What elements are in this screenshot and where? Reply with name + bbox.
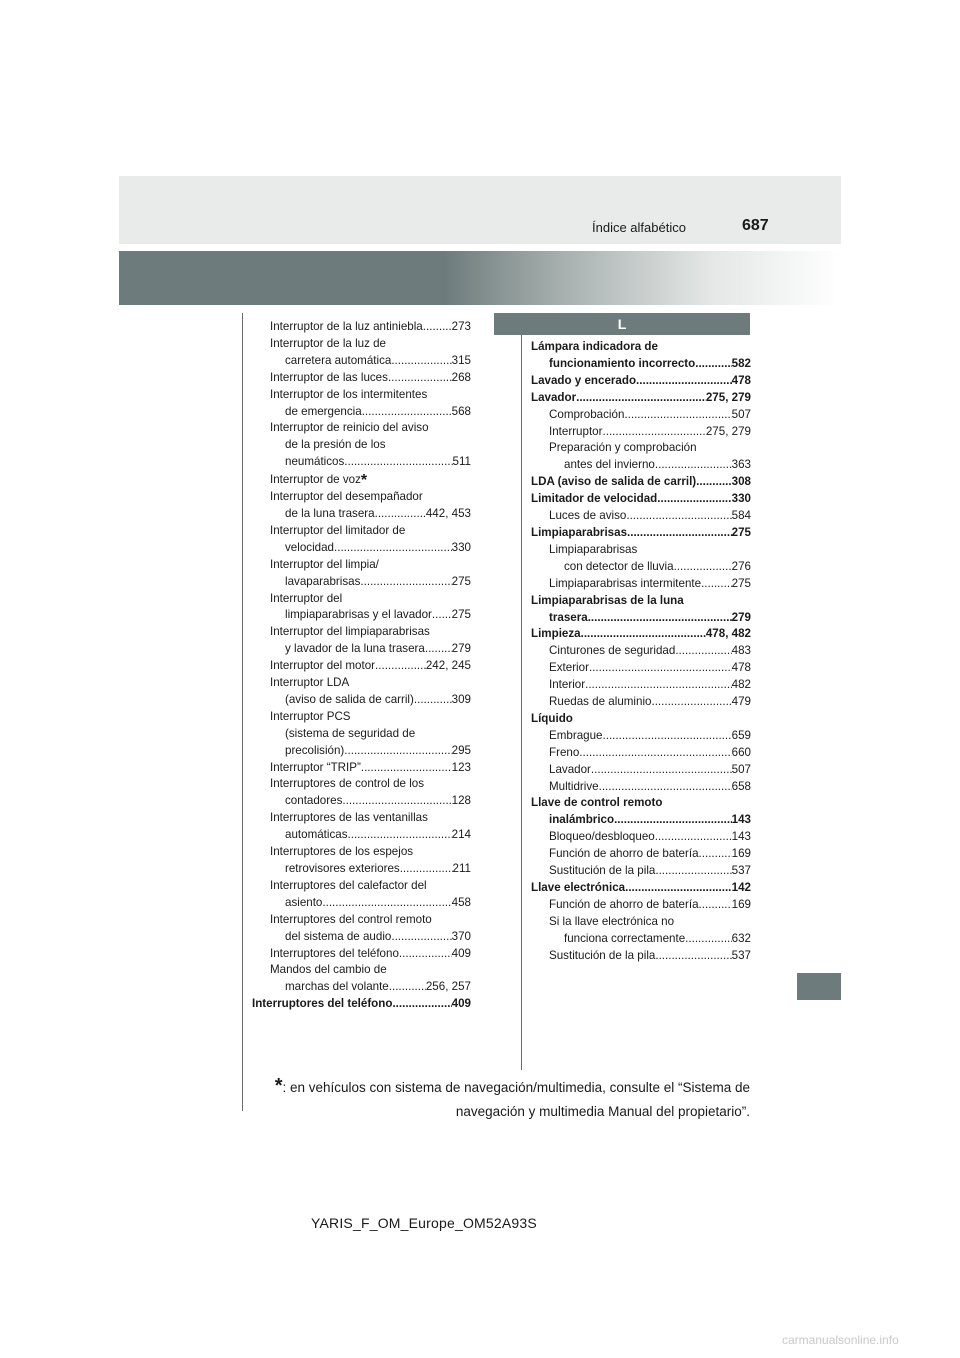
index-entry-line: [252, 540, 471, 557]
index-entry-text: Interruptores del calefactor del: [270, 878, 427, 892]
index-entry-line: [252, 878, 471, 895]
index-entry-line: [252, 726, 471, 743]
index-entry-text: Interruptor de las luces: [270, 370, 388, 384]
dot-leader: [651, 694, 731, 711]
index-page-ref: 370: [451, 929, 471, 943]
index-entry-text: Freno: [549, 745, 580, 759]
index-page-ref: 409: [451, 946, 471, 960]
dot-leader: [655, 457, 732, 474]
index-entry-text: Líquido: [531, 711, 573, 725]
index-entry-line: [252, 336, 471, 353]
index-entry-line: [252, 624, 471, 641]
index-page-ref: 279: [451, 642, 471, 656]
index-entry-line: [252, 574, 471, 591]
index-entry-line: [252, 996, 471, 1013]
index-entry-line: [252, 506, 471, 523]
index-page-ref: 275: [451, 608, 471, 622]
dot-leader: [685, 931, 731, 948]
index-entry-line: [531, 812, 751, 829]
index-entry-text: Lámpara indicadora de: [531, 340, 658, 353]
dot-leader: [375, 506, 426, 523]
index-entry-line: [531, 660, 751, 677]
index-entry-text: carretera automática: [285, 353, 392, 367]
dot-leader: [627, 525, 732, 542]
index-entry-line: [531, 559, 751, 576]
dot-leader: [589, 660, 732, 677]
index-entry-line: [531, 728, 751, 745]
index-entry-text: marchas del volante: [285, 980, 389, 994]
index-entry-line: [531, 525, 751, 542]
index-entry-text: de emergencia: [285, 404, 362, 418]
index-entry-text: Lavador: [549, 762, 591, 776]
index-entry-text: con detector de lluvia: [564, 559, 674, 573]
index-entry-text: Exterior: [549, 661, 589, 675]
index-entry-line: [531, 576, 751, 593]
index-entry-line: [252, 420, 471, 437]
index-entry-text: Embrague: [549, 728, 603, 742]
center-column-rule: [521, 330, 522, 1070]
index-entry-line: [531, 711, 751, 728]
footnote-marker: *: [274, 1075, 283, 1097]
dot-leader: [674, 559, 732, 576]
dot-leader: [625, 880, 732, 897]
index-page-ref: 584: [731, 509, 751, 523]
index-entry-line: [252, 793, 471, 810]
index-entry-text: Interruptor: [549, 424, 603, 438]
index-entry-line: [252, 929, 471, 946]
index-entry-line: [252, 437, 471, 454]
index-page-ref: 275, 279: [705, 390, 751, 404]
index-entry-line: [531, 931, 751, 948]
index-entry-line: [252, 370, 471, 387]
index-entry-line: [252, 776, 471, 793]
index-entry-text: Interruptor de reinicio del aviso: [270, 421, 429, 435]
index-entry-line: [531, 677, 751, 694]
watermark: carmanualsonline.info: [782, 1333, 899, 1347]
index-entry-text: Interruptor de la luz de: [270, 336, 387, 350]
index-entry-line: [531, 508, 751, 525]
index-entry-text: Interruptor PCS: [270, 709, 351, 723]
index-entry-line: [531, 390, 751, 407]
index-entry-text: Lavado y encerado: [531, 373, 637, 387]
index-entry-text: de la presión de los: [285, 438, 386, 452]
index-entry-line: [252, 979, 471, 996]
index-page-ref: 478, 482: [705, 627, 751, 641]
dot-leader: [360, 574, 451, 591]
index-page-ref: 256, 257: [425, 980, 471, 994]
index-page-ref: 363: [731, 458, 751, 472]
index-entry-text: Multidrive: [549, 779, 599, 793]
index-entry-text: Interior: [549, 678, 586, 692]
index-page-ref: 660: [731, 745, 751, 759]
index-entry-line: [531, 846, 751, 863]
index-entry-text: Función de ahorro de batería: [549, 847, 699, 861]
index-entry-text: Interruptor de la luz antiniebla: [270, 320, 423, 333]
footnote-star-marker: *: [360, 472, 368, 490]
index-entry-line: [531, 373, 751, 390]
index-page-ref: 483: [731, 644, 751, 658]
index-entry-text: Limpiaparabrisas intermitente: [549, 576, 702, 590]
index-entry-line: [252, 844, 471, 861]
index-page-ref: 511: [452, 455, 471, 469]
index-entry-text: Interruptores del control remoto: [270, 912, 432, 926]
index-page-ref: 143: [731, 830, 751, 844]
index-entry-text: Interruptor del: [270, 591, 343, 605]
index-page-ref: 478: [731, 661, 751, 675]
index-entry-text: Ruedas de aluminio: [549, 695, 652, 709]
dot-leader: [636, 373, 732, 390]
dot-leader: [655, 948, 731, 965]
index-entry-text: Mandos del cambio de: [270, 963, 387, 977]
dot-leader: [342, 793, 451, 810]
index-entry-text: y lavador de la luna trasera: [285, 642, 425, 656]
index-entry-line: [531, 948, 751, 965]
dot-leader: [591, 762, 732, 779]
left-column-rule: [242, 313, 243, 1111]
index-entry-line: [252, 962, 471, 979]
index-entry-line: [252, 387, 471, 404]
dot-leader: [334, 540, 452, 557]
index-entry-line: [531, 440, 751, 457]
dot-leader: [344, 454, 452, 471]
dot-leader: [391, 353, 451, 370]
index-column-left: [252, 319, 471, 1013]
index-entry-text: Limpiaparabrisas de la luna: [531, 593, 684, 607]
manual-code: YARIS_F_OM_Europe_OM52A93S: [311, 1215, 537, 1231]
index-page-ref: 273: [451, 320, 471, 333]
index-entry-line: [252, 557, 471, 574]
index-page-ref: 659: [731, 728, 751, 742]
dot-leader: [375, 658, 426, 675]
index-entry-text: Limpieza: [531, 627, 581, 641]
index-entry-text: (aviso de salida de carril): [285, 692, 414, 706]
index-page-ref: 308: [731, 475, 751, 489]
index-page-ref: 275: [731, 576, 751, 590]
index-entry-text: contadores: [285, 794, 343, 808]
index-entry-line: [531, 491, 751, 508]
index-entry-text: lavaparabrisas: [285, 574, 361, 588]
index-entry-line: [252, 912, 471, 929]
index-page-ref: 279: [731, 610, 751, 624]
index-page-ref: 309: [451, 692, 471, 706]
index-entry-line: [252, 471, 471, 489]
index-entry-text: Llave electrónica: [531, 881, 626, 894]
dot-leader: [392, 996, 451, 1013]
index-entry-text: funcionamiento incorrecto: [549, 356, 696, 370]
index-entry-text: Lavador: [531, 390, 577, 404]
index-entry-text: Función de ahorro de batería: [549, 897, 699, 911]
dot-leader: [626, 508, 731, 525]
dot-leader: [585, 677, 732, 694]
index-page-ref: 295: [451, 743, 471, 757]
index-entry-line: [531, 356, 751, 373]
dot-leader: [657, 491, 731, 508]
index-entry-text: Luces de aviso: [549, 509, 627, 523]
index-entry-line: [252, 319, 471, 336]
index-entry-text: funciona correctamente: [564, 931, 686, 945]
index-entry-line: [252, 641, 471, 658]
dot-leader: [655, 829, 732, 846]
index-entry-text: Limitador de velocidad: [531, 492, 658, 506]
index-entry-text: Sustitución de la pila: [549, 948, 656, 962]
index-entry-text: Interruptor LDA: [270, 676, 350, 690]
index-entry-line: [252, 861, 471, 878]
index-page-ref: 658: [731, 779, 751, 793]
index-entry-text: Interruptores de control de los: [270, 777, 425, 791]
index-entry-line: [252, 827, 471, 844]
index-page-ref: 458: [451, 895, 471, 909]
index-entry-text: Limpiaparabrisas: [549, 542, 638, 556]
dot-leader: [389, 979, 426, 996]
index-entry-text: antes del invierno: [564, 458, 655, 472]
index-entry-text: trasera: [549, 610, 588, 624]
index-entry-line: [531, 474, 751, 491]
index-page-ref: 211: [452, 862, 471, 875]
dot-leader: [581, 626, 706, 643]
index-entry-line: [531, 863, 751, 880]
index-entry-text: limpiaparabrisas y el lavador: [285, 608, 432, 622]
index-entry-line: [252, 607, 471, 624]
index-entry-line: [531, 694, 751, 711]
index-entry-line: [531, 339, 751, 356]
index-entry-text: retrovisores exteriores: [285, 862, 400, 875]
index-entry-text: (sistema de seguridad de: [285, 726, 416, 740]
index-entry-line: [531, 424, 751, 441]
index-entry-text: Interruptor del limpiaparabrisas: [270, 625, 430, 639]
index-entry-line: [252, 946, 471, 963]
index-entry-text: Cinturones de seguridad: [549, 644, 676, 658]
index-entry-text: Interruptores del teléfono: [270, 946, 399, 960]
index-entry-line: [252, 523, 471, 540]
index-entry-line: [252, 743, 471, 760]
index-page-ref: 442, 453: [425, 506, 471, 520]
index-entry-text: Interruptores del teléfono: [252, 997, 393, 1011]
index-entry-line: [531, 593, 751, 610]
index-entry-line: [531, 542, 751, 559]
dot-leader: [348, 827, 452, 844]
index-entry-line: [531, 795, 751, 812]
index-entry-text: Interruptor del desempañador: [270, 490, 423, 504]
index-entry-line: [252, 404, 471, 421]
dot-leader: [614, 812, 732, 829]
index-entry-text: Preparación y comprobación: [549, 441, 697, 455]
index-entry-line: [252, 675, 471, 692]
index-entry-line: [531, 626, 751, 643]
index-page-ref: 169: [731, 847, 751, 861]
index-page-ref: 479: [731, 695, 751, 709]
index-entry-text: Interruptor del motor: [270, 659, 376, 673]
index-entry-text: velocidad: [285, 540, 334, 554]
dot-leader: [362, 404, 452, 421]
dot-leader: [423, 319, 452, 336]
index-page-ref: 478: [731, 373, 751, 387]
index-page-ref: 142: [731, 881, 751, 894]
dot-leader: [675, 643, 731, 660]
dot-leader: [399, 946, 452, 963]
index-entry-line: [531, 610, 751, 627]
dot-leader: [579, 745, 731, 762]
index-entry-line: [531, 829, 751, 846]
index-entry-line: [252, 353, 471, 370]
dot-leader: [603, 728, 732, 745]
section-gradient-band: [119, 251, 841, 305]
index-entry-text: Sustitución de la pila: [549, 864, 656, 878]
index-entry-line: [531, 457, 751, 474]
dot-leader: [655, 863, 731, 880]
index-entry-text: Bloqueo/desbloqueo: [549, 830, 655, 844]
dot-leader: [624, 407, 731, 424]
index-page-ref: 507: [731, 762, 751, 776]
footnote-text: : en vehículos con sistema de navegación/multimedia, consulte el “Sistema de navegación y multimedia Manual del propietario”.: [282, 1080, 750, 1119]
index-page-ref: 242, 245: [425, 659, 471, 673]
index-entry-line: [531, 643, 751, 660]
index-entry-text: neumáticos: [285, 455, 345, 469]
dot-leader: [695, 356, 731, 373]
dot-leader: [599, 779, 732, 796]
dot-leader: [322, 895, 451, 912]
dot-leader: [344, 743, 451, 760]
index-entry-text: del sistema de audio: [285, 929, 392, 943]
dot-leader: [588, 610, 732, 627]
index-entry-line: [252, 658, 471, 675]
section-letter-header: L: [494, 313, 750, 335]
index-entry-text: Interruptores de las ventanillas: [270, 811, 428, 825]
index-entry-line: [252, 591, 471, 608]
index-entry-line: [531, 745, 751, 762]
index-page-ref: 330: [731, 492, 751, 506]
index-entry-line: [531, 897, 751, 914]
index-page-ref: 214: [451, 828, 471, 842]
index-entry-line: [252, 489, 471, 506]
dot-leader: [361, 760, 452, 777]
dot-leader: [391, 929, 451, 946]
index-entry-line: [531, 762, 751, 779]
index-page-ref: 276: [731, 559, 751, 573]
index-page-ref: 482: [731, 678, 751, 692]
index-entry-text: automáticas: [285, 828, 348, 842]
dot-leader: [388, 370, 452, 387]
dot-leader: [603, 424, 706, 441]
index-entry-line: [252, 709, 471, 726]
dot-leader: [414, 692, 452, 709]
index-page-ref: 315: [451, 353, 471, 367]
index-page-ref: 275: [731, 525, 751, 539]
index-page-ref: 409: [451, 997, 471, 1011]
index-entry-line: [531, 880, 751, 897]
index-side-tab: [797, 973, 841, 1000]
index-page-ref: 568: [451, 404, 471, 418]
index-entry-line: [531, 914, 751, 931]
index-entry-line: [252, 454, 471, 471]
dot-leader: [696, 474, 731, 491]
dot-leader: [432, 607, 452, 624]
index-entry-line: [252, 895, 471, 912]
index-entry-text: Interruptor “TRIP”: [270, 760, 361, 774]
index-entry-text: LDA (aviso de salida de carril): [531, 475, 697, 489]
index-page-ref: 275, 279: [705, 424, 751, 438]
index-entry-line: [252, 760, 471, 777]
index-column-right: [531, 339, 751, 965]
index-page-ref: 582: [731, 356, 751, 370]
footnote: [270, 1074, 750, 1124]
dot-leader: [425, 641, 452, 658]
index-entry-text: Interruptores de los espejos: [270, 845, 414, 859]
index-entry-text: Limpiaparabrisas: [531, 525, 628, 539]
index-entry-text: Interruptor del limpia/: [270, 557, 379, 571]
index-page-ref: 537: [731, 948, 751, 962]
page-number: 687: [742, 217, 769, 234]
index-entry-text: Interruptor de voz: [270, 473, 361, 487]
index-entry-text: Llave de control remoto: [531, 796, 663, 810]
index-page-ref: 123: [451, 760, 471, 774]
index-page-ref: 507: [731, 407, 751, 421]
page-title: Índice alfabético: [592, 220, 686, 235]
index-page-ref: 330: [451, 540, 471, 554]
dot-leader: [701, 576, 732, 593]
index-page-ref: 632: [731, 931, 751, 945]
dot-leader: [699, 846, 732, 863]
index-entry-text: inalámbrico: [549, 813, 615, 827]
index-page-ref: 537: [731, 864, 751, 878]
index-page-ref: 275: [451, 574, 471, 588]
header-band: [119, 176, 841, 244]
dot-leader: [699, 897, 732, 914]
index-entry-text: Si la llave electrónica no: [549, 914, 675, 928]
index-page-ref: 143: [731, 813, 751, 827]
dot-leader: [576, 390, 706, 407]
index-entry-line: [531, 779, 751, 796]
index-entry-text: Interruptor de los intermitentes: [270, 387, 428, 401]
dot-leader: [400, 861, 453, 878]
index-page-ref: 268: [451, 370, 471, 384]
index-entry-text: Comprobación: [549, 407, 625, 421]
index-entry-text: asiento: [285, 895, 323, 909]
index-entry-line: [252, 810, 471, 827]
index-entry-text: Interruptor del limitador de: [270, 523, 406, 537]
index-entry-line: [531, 407, 751, 424]
index-entry-text: de la luna trasera: [285, 506, 375, 520]
index-page-ref: 169: [731, 897, 751, 911]
index-entry-line: [252, 692, 471, 709]
index-entry-text: precolisión): [285, 743, 345, 757]
index-page-ref: 128: [451, 794, 471, 808]
